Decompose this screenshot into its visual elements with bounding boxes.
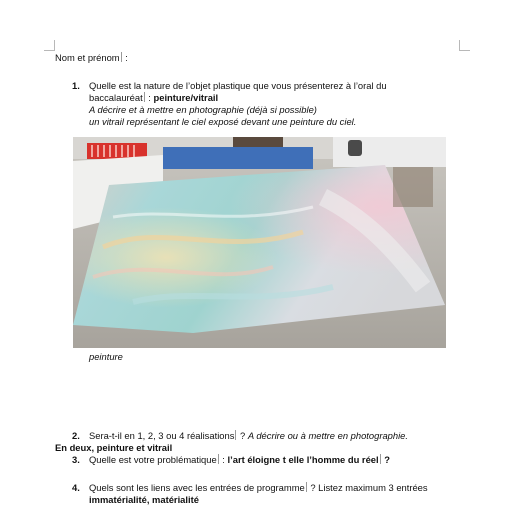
q1-answer: peinture/vitrail (153, 92, 219, 103)
photo-caption: peinture (89, 351, 123, 362)
q1-description: un vitrail représentant le ciel exposé devant une peinture du ciel. (89, 116, 357, 127)
artwork-photo (73, 137, 446, 348)
text-cursor (144, 92, 145, 102)
q2-text: Sera-t-il en 1, 2, 3 ou 4 réalisations ? A décrire ou à mettre en photographie. (89, 430, 408, 441)
q1-instruction: A décrire et à mettre en photographie (déjà si possible) (89, 104, 317, 115)
name-line (55, 52, 128, 64)
q2-answer: En deux, peinture et vitrail (55, 442, 173, 453)
q1-text-prefix: baccalauréat (89, 92, 143, 103)
q3-answer: l’art éloigne t elle l’homme du réel (227, 454, 379, 465)
q2-instruction: A décrire ou à mettre en photographie. (247, 430, 408, 441)
q2-number: 2. (72, 430, 80, 441)
q3-number: 3. (72, 454, 80, 465)
q3-text: Quelle est votre problématique : l’art éloigne t elle l’homme du réel ? (89, 454, 390, 465)
q1-text-line1: Quelle est la nature de l’objet plastique que vous présenterez à l’oral du (89, 80, 387, 91)
name-label: Nom et prénom (55, 52, 120, 63)
q1-text-line2: baccalauréat : peinture/vitrail (89, 92, 219, 103)
q4-number: 4. (72, 482, 80, 493)
crop-mark-top-right (459, 40, 470, 51)
name-suffix: : (122, 52, 128, 63)
q4-answer: immatérialité, matérialité (89, 494, 199, 505)
text-cursor (380, 454, 381, 464)
q1-number: 1. (72, 80, 80, 91)
artwork-photo-image (73, 137, 446, 348)
text-cursor (306, 482, 307, 492)
text-cursor (121, 52, 122, 62)
q4-text: Quels sont les liens avec les entrées de programme ? Listez maximum 3 entrées (89, 482, 428, 493)
crop-mark-top-left (44, 40, 55, 51)
text-cursor (218, 454, 219, 464)
